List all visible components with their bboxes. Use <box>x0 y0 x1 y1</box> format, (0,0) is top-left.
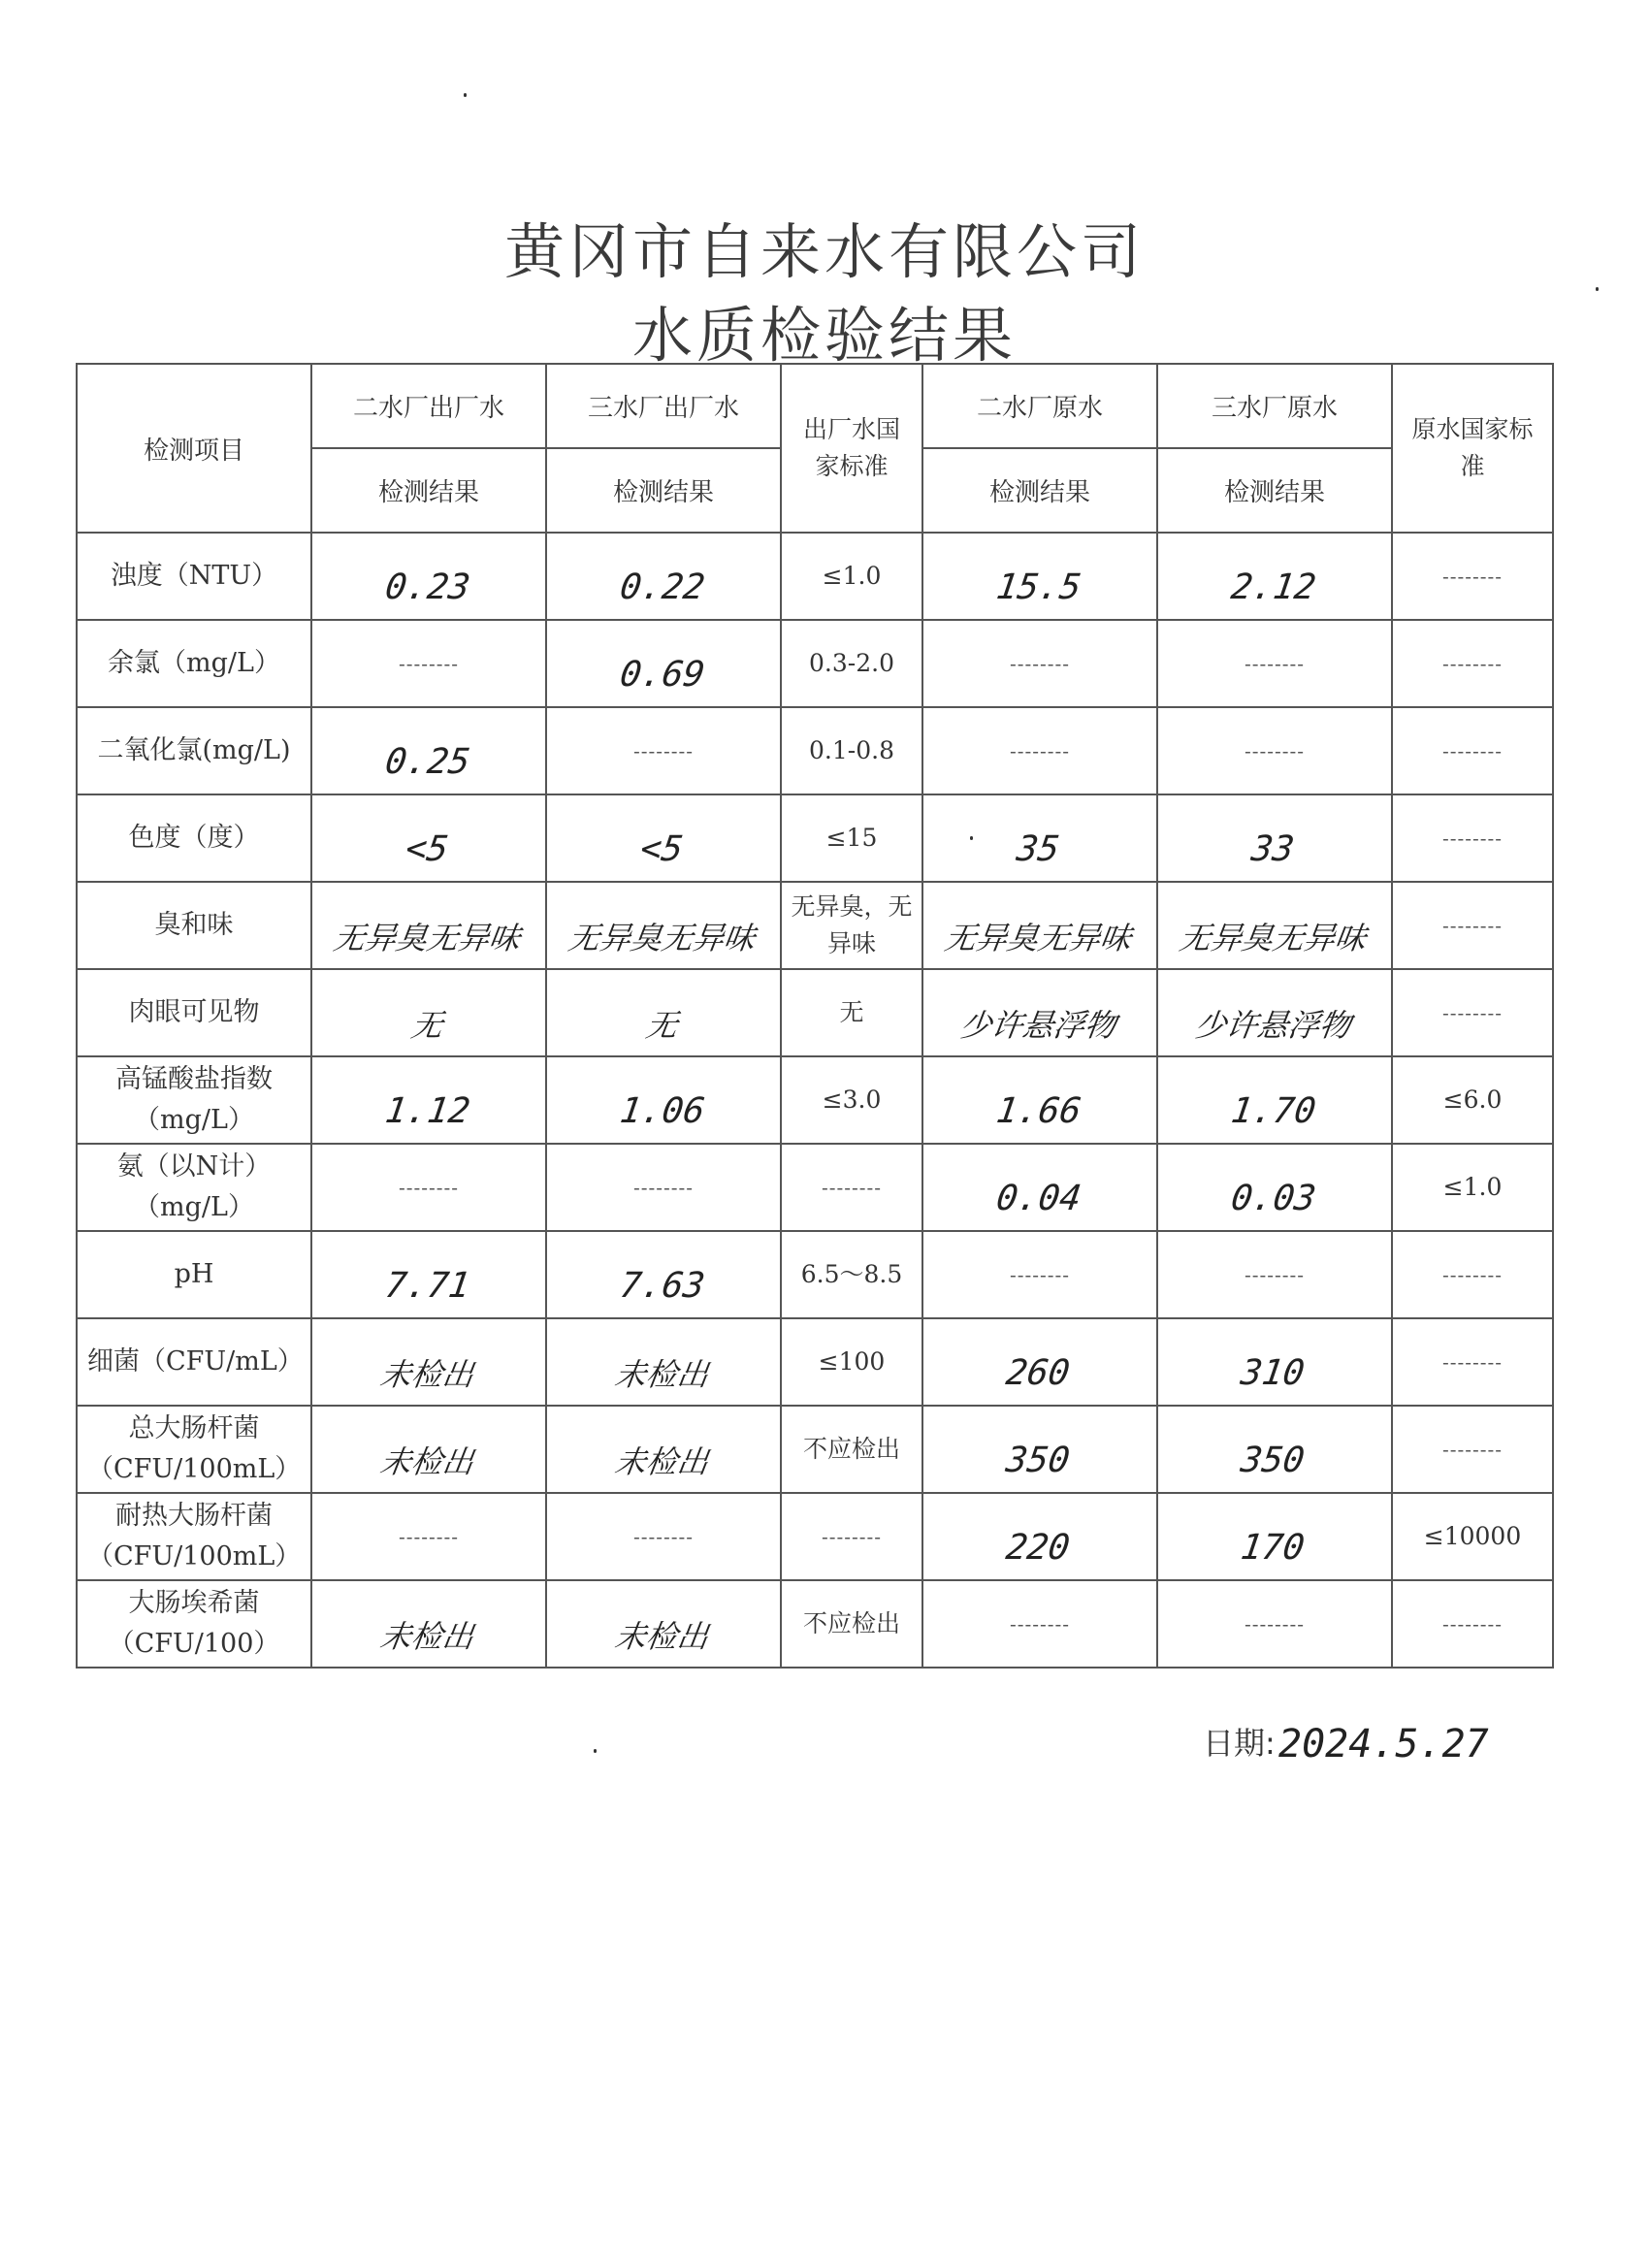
report-title: 水质检验结果 <box>631 300 1017 371</box>
cell-p3raw <box>1157 620 1392 707</box>
cell-value: 350 <box>1239 1440 1308 1480</box>
cell-out-std <box>781 620 922 707</box>
cell-p2out <box>311 1493 546 1580</box>
table-row <box>77 969 1553 1056</box>
cell-value: 15.5 <box>993 567 1083 607</box>
cell-out-std <box>781 794 922 882</box>
cell-value: 350 <box>1004 1440 1073 1480</box>
cell-p3raw <box>1157 533 1392 620</box>
cell-out-std <box>781 533 922 620</box>
cell-p3raw <box>1157 794 1392 882</box>
table-row <box>77 1056 1553 1144</box>
cell-p2raw <box>922 1580 1157 1668</box>
cell-out-std <box>781 1580 922 1668</box>
cell-p2out <box>311 533 546 620</box>
cell-value: 未检出 <box>612 1443 711 1480</box>
cell-value: -------- <box>1441 1263 1504 1286</box>
header-plant2-out: 二水厂出厂水 <box>311 364 546 448</box>
cell-value: 0.3-2.0 <box>809 649 894 677</box>
cell-p3raw <box>1157 969 1392 1056</box>
cell-value: ≤3.0 <box>822 1085 882 1114</box>
cell-value: 0.03 <box>1228 1178 1318 1218</box>
cell-value: ≤10000 <box>1423 1522 1522 1550</box>
cell-p2out <box>311 1144 546 1231</box>
cell-p3out <box>546 1144 781 1231</box>
cell-p3out <box>546 1056 781 1144</box>
cell-value: -------- <box>632 1176 695 1199</box>
cell-value: 1.12 <box>382 1090 472 1131</box>
cell-value: -------- <box>1441 914 1504 937</box>
cell-value: 无异臭无异味 <box>942 920 1134 956</box>
cell-value: -------- <box>1009 739 1071 762</box>
cell-raw-std <box>1392 1056 1553 1144</box>
cell-value: 未检出 <box>612 1356 711 1393</box>
cell-value: 1.66 <box>993 1090 1083 1131</box>
company-title: 黄冈市自来水有限公司 <box>503 216 1145 287</box>
cell-value: 35 <box>1014 828 1063 869</box>
cell-p2raw <box>922 1056 1157 1144</box>
cell-value: -------- <box>1441 1438 1504 1461</box>
cell-raw-std <box>1392 1231 1553 1318</box>
cell-p3raw <box>1157 1056 1392 1144</box>
cell-p2raw <box>922 1493 1157 1580</box>
cell-p3raw <box>1157 1406 1392 1493</box>
cell-p2out <box>311 1318 546 1406</box>
cell-value: -------- <box>1009 652 1071 675</box>
cell-p3out <box>546 1580 781 1668</box>
cell-p3out <box>546 794 781 882</box>
cell-out-std <box>781 1144 922 1231</box>
cell-raw-std <box>1392 1406 1553 1493</box>
cell-p3out <box>546 707 781 794</box>
cell-value: -------- <box>1441 739 1504 762</box>
cell-value: -------- <box>1009 1263 1071 1286</box>
cell-p2out <box>311 1056 546 1144</box>
header-out-std: 出厂水国家标准 <box>781 364 922 533</box>
scan-speck <box>970 836 973 840</box>
cell-value: 无异臭无异味 <box>566 920 758 956</box>
cell-value: ≤100 <box>818 1347 886 1376</box>
date-label: 日期: <box>1203 1725 1276 1762</box>
cell-value: 0.25 <box>382 741 472 782</box>
cell-out-std <box>781 882 922 969</box>
cell-value: 0.22 <box>617 567 707 607</box>
cell-value: -------- <box>1441 1350 1504 1374</box>
row-item-label: 氨（以N计）（mg/L） <box>77 1144 311 1231</box>
cell-value: 310 <box>1239 1352 1308 1393</box>
date-value: 2024.5.27 <box>1278 1722 1489 1766</box>
cell-out-std <box>781 707 922 794</box>
cell-p3out <box>546 1493 781 1580</box>
cell-value: -------- <box>1244 1263 1306 1286</box>
header-item: 检测项目 <box>77 364 311 533</box>
cell-p2raw <box>922 882 1157 969</box>
scan-speck <box>464 93 467 97</box>
cell-p3out <box>546 1318 781 1406</box>
cell-out-std <box>781 1056 922 1144</box>
cell-raw-std <box>1392 707 1553 794</box>
cell-p3raw <box>1157 707 1392 794</box>
cell-value: -------- <box>1441 1001 1504 1024</box>
cell-value: -------- <box>632 1525 695 1548</box>
table-row <box>77 1144 1553 1231</box>
cell-value: -------- <box>398 652 460 675</box>
cell-value: <5 <box>637 828 687 869</box>
cell-p2raw <box>922 1231 1157 1318</box>
cell-out-std <box>781 1406 922 1493</box>
cell-value: 未检出 <box>377 1356 476 1393</box>
cell-raw-std <box>1392 1318 1553 1406</box>
cell-raw-std <box>1392 1580 1553 1668</box>
cell-value: 1.70 <box>1228 1090 1318 1131</box>
table-row <box>77 533 1553 620</box>
cell-value: 无 <box>408 1007 445 1044</box>
cell-p2out <box>311 882 546 969</box>
cell-value: 7.63 <box>617 1265 707 1306</box>
cell-p3out <box>546 1406 781 1493</box>
cell-value: 7.71 <box>382 1265 472 1306</box>
cell-p2raw <box>922 1318 1157 1406</box>
cell-p2out <box>311 620 546 707</box>
cell-value: 0.1-0.8 <box>809 736 894 764</box>
header-result: 检测结果 <box>311 448 546 533</box>
cell-value: 260 <box>1004 1352 1073 1393</box>
cell-value: 6.5～8.5 <box>800 1260 903 1288</box>
row-item-label: 大肠埃希菌（CFU/100） <box>77 1580 311 1668</box>
header-result: 检测结果 <box>546 448 781 533</box>
row-item-label: pH <box>77 1231 311 1318</box>
cell-p3out <box>546 620 781 707</box>
cell-value: 无异臭无异味 <box>1177 920 1369 956</box>
cell-out-std <box>781 1493 922 1580</box>
cell-p2raw <box>922 620 1157 707</box>
cell-value: 少许悬浮物 <box>1192 1007 1353 1044</box>
cell-p3raw <box>1157 1144 1392 1231</box>
cell-p2out <box>311 794 546 882</box>
cell-value: 未检出 <box>612 1618 711 1655</box>
row-item-label: 肉眼可见物 <box>77 969 311 1056</box>
cell-out-std <box>781 1231 922 1318</box>
table-row <box>77 1318 1553 1406</box>
cell-p3out <box>546 882 781 969</box>
cell-value: 220 <box>1004 1527 1073 1568</box>
scan-speck <box>594 1749 597 1753</box>
cell-p2raw <box>922 794 1157 882</box>
header-result: 检测结果 <box>922 448 1157 533</box>
table-row <box>77 1406 1553 1493</box>
cell-p2raw <box>922 1406 1157 1493</box>
cell-value: <5 <box>403 828 452 869</box>
cell-value: ≤15 <box>825 824 878 852</box>
header-plant3-raw: 三水厂原水 <box>1157 364 1392 448</box>
table-row <box>77 1580 1553 1668</box>
cell-value: -------- <box>1244 652 1306 675</box>
cell-out-std <box>781 969 922 1056</box>
cell-raw-std <box>1392 969 1553 1056</box>
results-table <box>76 363 1554 1669</box>
cell-p3out <box>546 969 781 1056</box>
table-row <box>77 1231 1553 1318</box>
cell-value: 1.06 <box>617 1090 707 1131</box>
cell-value: 2.12 <box>1228 567 1318 607</box>
table-row <box>77 1493 1553 1580</box>
table-row <box>77 794 1553 882</box>
cell-value: -------- <box>1441 826 1504 850</box>
cell-value: -------- <box>398 1525 460 1548</box>
row-item-label: 浊度（NTU） <box>77 533 311 620</box>
row-item-label: 高锰酸盐指数（mg/L） <box>77 1056 311 1144</box>
cell-value: 不应检出 <box>802 1609 900 1637</box>
cell-p2out <box>311 1406 546 1493</box>
cell-raw-std <box>1392 620 1553 707</box>
cell-value: -------- <box>632 739 695 762</box>
cell-value: -------- <box>398 1176 460 1199</box>
table-row <box>77 882 1553 969</box>
cell-value: -------- <box>1244 739 1306 762</box>
row-item-label: 耐热大肠杆菌（CFU/100mL） <box>77 1493 311 1580</box>
cell-value: 不应检出 <box>802 1435 900 1463</box>
cell-raw-std <box>1392 1493 1553 1580</box>
row-item-label: 余氯（mg/L） <box>77 620 311 707</box>
row-item-label: 臭和味 <box>77 882 311 969</box>
cell-raw-std <box>1392 794 1553 882</box>
cell-p3out <box>546 1231 781 1318</box>
cell-p3raw <box>1157 1318 1392 1406</box>
cell-p2out <box>311 707 546 794</box>
cell-p2raw <box>922 707 1157 794</box>
row-item-label: 细菌（CFU/mL） <box>77 1318 311 1406</box>
cell-p3out <box>546 533 781 620</box>
cell-value: ≤6.0 <box>1442 1085 1503 1114</box>
cell-value: 无 <box>839 998 864 1026</box>
cell-value: -------- <box>1441 565 1504 588</box>
cell-value: 无异臭，无异味 <box>791 892 913 957</box>
cell-p2raw <box>922 533 1157 620</box>
cell-value: -------- <box>1441 652 1504 675</box>
cell-value: 未检出 <box>377 1618 476 1655</box>
cell-out-std <box>781 1318 922 1406</box>
table-row <box>77 707 1553 794</box>
scan-speck <box>1596 287 1599 291</box>
cell-value: 少许悬浮物 <box>957 1007 1118 1044</box>
header-plant2-raw: 二水厂原水 <box>922 364 1157 448</box>
header-plant3-out: 三水厂出厂水 <box>546 364 781 448</box>
row-item-label: 二氧化氯(mg/L) <box>77 707 311 794</box>
cell-value: ≤1.0 <box>1442 1173 1503 1201</box>
cell-raw-std <box>1392 533 1553 620</box>
cell-value: 0.69 <box>617 654 707 695</box>
cell-value: -------- <box>821 1525 883 1548</box>
cell-raw-std <box>1392 1144 1553 1231</box>
cell-value: 170 <box>1239 1527 1308 1568</box>
cell-p2out <box>311 1580 546 1668</box>
row-item-label: 色度（度） <box>77 794 311 882</box>
cell-value: -------- <box>1009 1612 1071 1636</box>
cell-value: 无 <box>643 1007 680 1044</box>
cell-p3raw <box>1157 882 1392 969</box>
cell-value: 33 <box>1248 828 1298 869</box>
header-result: 检测结果 <box>1157 448 1392 533</box>
header-raw-std: 原水国家标准 <box>1392 364 1553 533</box>
cell-p2raw <box>922 1144 1157 1231</box>
cell-value: 无异臭无异味 <box>331 920 523 956</box>
cell-p3raw <box>1157 1493 1392 1580</box>
cell-value: ≤1.0 <box>822 562 882 590</box>
cell-value: -------- <box>1244 1612 1306 1636</box>
cell-p2out <box>311 1231 546 1318</box>
cell-value: 未检出 <box>377 1443 476 1480</box>
cell-value: 0.04 <box>993 1178 1083 1218</box>
cell-p3raw <box>1157 1580 1392 1668</box>
table-row <box>77 620 1553 707</box>
cell-p3raw <box>1157 1231 1392 1318</box>
cell-raw-std <box>1392 882 1553 969</box>
cell-value: -------- <box>821 1176 883 1199</box>
cell-value: -------- <box>1441 1612 1504 1636</box>
row-item-label: 总大肠杆菌（CFU/100mL） <box>77 1406 311 1493</box>
cell-p2out <box>311 969 546 1056</box>
cell-p2raw <box>922 969 1157 1056</box>
cell-value: 0.23 <box>382 567 472 607</box>
